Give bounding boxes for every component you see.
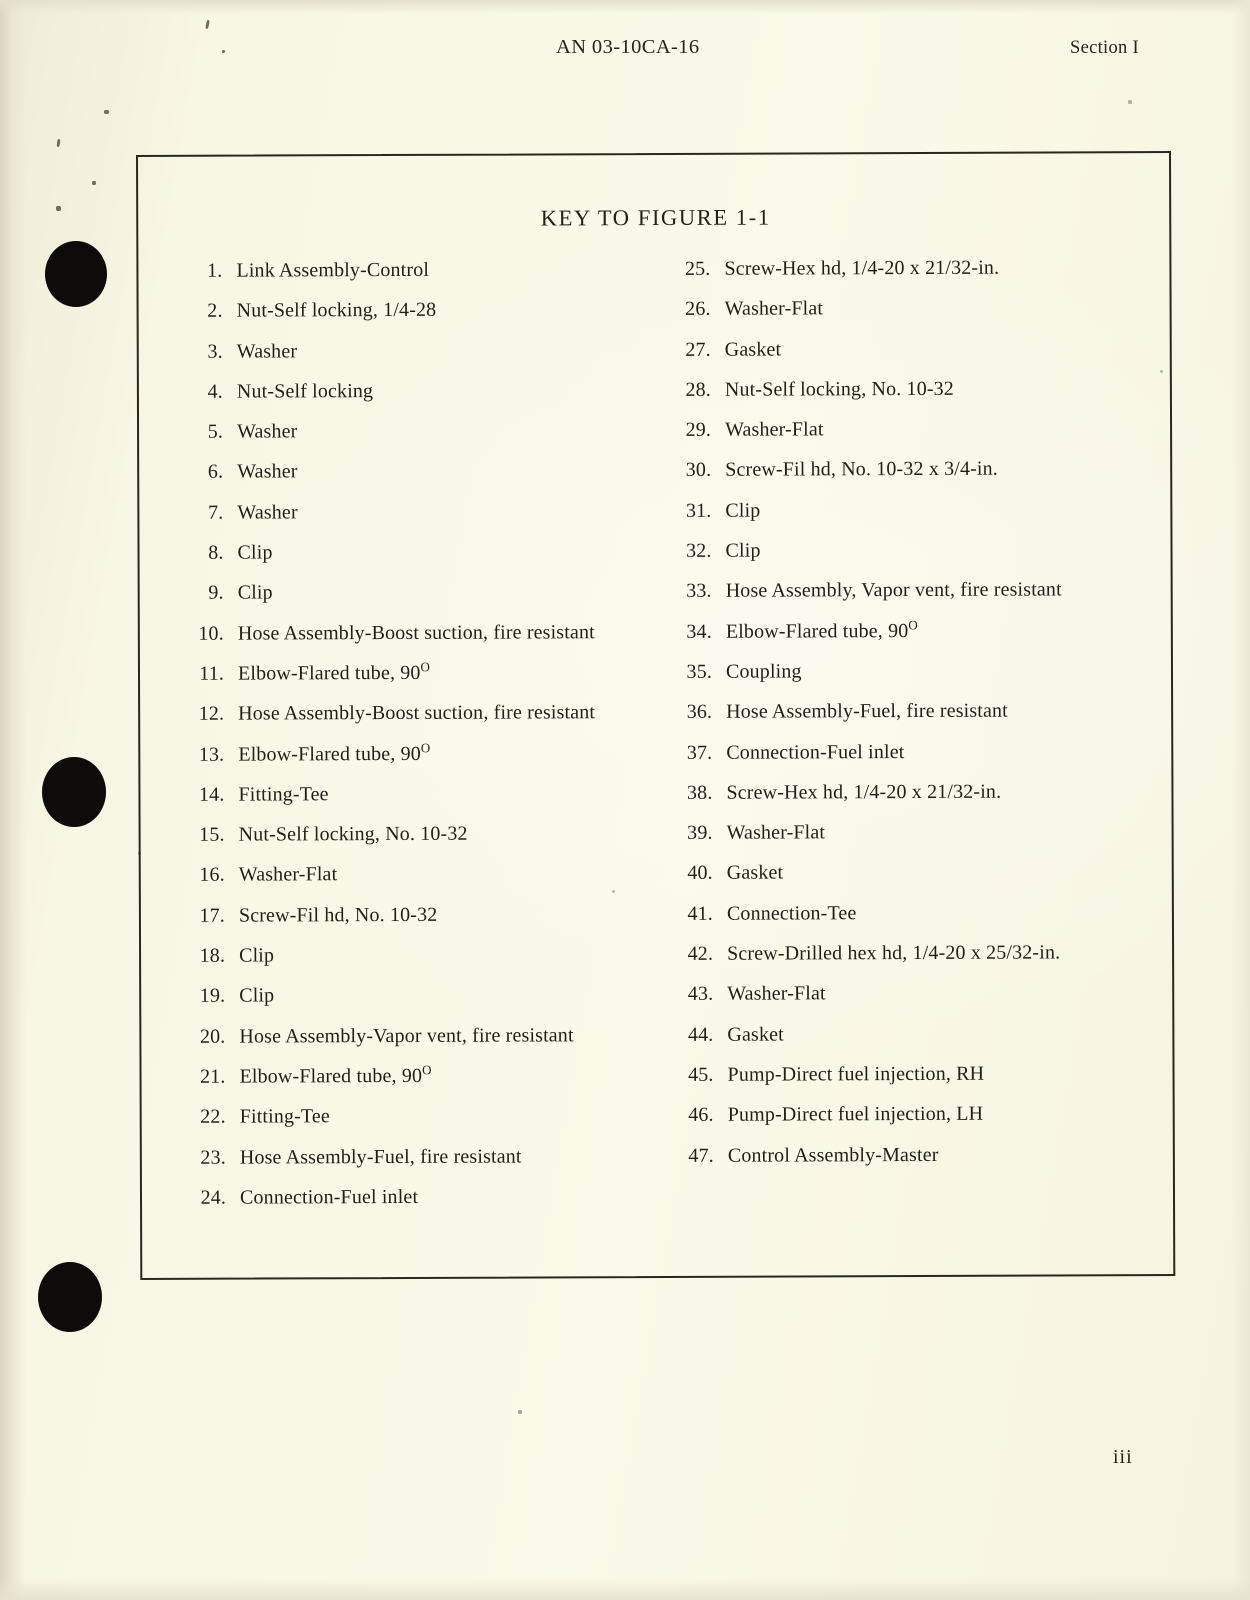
key-item-label: Elbow-Flared tube, $90^O$: [238, 739, 431, 766]
key-item-label: Nut-Self locking, No. 10-32: [238, 822, 468, 846]
key-item-number: 31.: [685, 499, 712, 522]
key-list-item: [177, 500, 687, 542]
key-item-label: Washer: [237, 460, 298, 484]
key-list-item: [178, 580, 688, 622]
key-item-label: Clip: [725, 499, 761, 522]
key-item-number: 8.: [208, 541, 224, 564]
key-list-item: [670, 1143, 1170, 1185]
key-item-label: Nut-Self locking: [236, 379, 374, 403]
key-list-item: [669, 1062, 1169, 1104]
key-item-label: Clip: [237, 581, 273, 604]
key-item-number: 12.: [198, 702, 225, 726]
scan-edge-top: [0, 0, 1250, 14]
key-item-number: 38.: [686, 781, 713, 804]
key-item-label: Pump-Direct fuel injection, LH: [727, 1102, 984, 1126]
key-item-label: Screw-Hex hd, 1/4-20 x 21/32-in.: [726, 780, 1002, 804]
key-item-label: Elbow-Flared tube, $90^O$: [239, 1062, 432, 1088]
key-list-item: [179, 983, 689, 1025]
key-list-item: [179, 1064, 689, 1106]
key-item-number: 5.: [207, 420, 224, 443]
key-item-number: 23.: [200, 1146, 226, 1169]
key-item-label: Hose Assembly-Fuel, fire resistant: [726, 699, 1008, 724]
key-list-item: [180, 1144, 690, 1186]
key-item-label: Nut-Self locking, No. 10-32: [724, 377, 954, 401]
key-list-item: [669, 1022, 1169, 1064]
key-list-item: [668, 578, 1168, 620]
key-item-label: Screw-Fil hd, No. 10-32 x 3/4-in.: [725, 458, 998, 482]
key-item-label: Fitting-Tee: [238, 783, 329, 806]
scan-speck: [205, 20, 210, 29]
key-list-item: [669, 981, 1169, 1023]
hole-punch-mark: [38, 1262, 102, 1332]
key-item-number: 9.: [208, 582, 224, 605]
scan-speck: [92, 181, 96, 185]
key-item-label: Washer-Flat: [725, 418, 824, 441]
scan-edge-left: [0, 0, 26, 1600]
page-number: iii: [1113, 1446, 1133, 1468]
key-list-item: [669, 860, 1169, 902]
key-item-number: 13.: [198, 743, 225, 766]
key-item-label: Hose Assembly, Vapor vent, fire resistant: [725, 578, 1062, 603]
key-item-label: Hose Assembly-Boost suction, fire resistant: [238, 701, 596, 725]
key-list-item: [177, 459, 687, 501]
key-item-label: Washer: [236, 339, 298, 363]
key-list-item: [667, 296, 1167, 338]
key-list-item: [179, 903, 689, 945]
key-item-label: Control Assembly-Master: [727, 1143, 939, 1167]
key-item-number: 30.: [685, 459, 712, 482]
key-item-number: 18.: [199, 944, 226, 967]
key-item-label: Connection-Fuel inlet: [239, 1185, 419, 1209]
key-item-number: 43.: [687, 983, 714, 1006]
document-number: AN 03-10CA-16: [556, 36, 700, 58]
key-list-item: [178, 741, 688, 783]
key-list-item: [668, 699, 1168, 741]
key-item-label: Clip: [725, 539, 761, 562]
scan-speck: [1128, 100, 1132, 104]
key-item-number: 28.: [685, 378, 711, 401]
key-list-item: [669, 820, 1169, 862]
key-item-label: Hose Assembly-Boost suction, fire resistant: [237, 620, 595, 645]
key-list-item: [179, 822, 689, 864]
scan-edge-bottom: [0, 1578, 1250, 1600]
key-item-label: Link Assembly-Control: [236, 258, 430, 282]
key-item-number: 3.: [207, 340, 223, 363]
key-list-item: [178, 701, 688, 743]
key-item-label: Clip: [239, 944, 275, 967]
key-list-item: [667, 458, 1167, 500]
key-list-item: [179, 862, 689, 904]
key-list-item: [667, 337, 1167, 379]
key-list-item: [667, 417, 1167, 459]
key-item-number: 44.: [687, 1023, 714, 1046]
key-list-item: [668, 740, 1168, 782]
hole-punch-mark: [45, 241, 107, 307]
key-item-number: 6.: [207, 461, 224, 484]
key-item-label: Washer: [237, 420, 298, 443]
key-item-number: 36.: [686, 701, 713, 724]
key-item-number: 22.: [200, 1105, 226, 1128]
key-list-item: [177, 540, 687, 582]
key-item-number: 40.: [687, 862, 713, 885]
key-item-label: Clip: [239, 984, 275, 1007]
key-item-number: 27.: [685, 338, 711, 361]
key-item-label: Washer-Flat: [726, 821, 826, 844]
key-item-number: 21.: [200, 1065, 226, 1088]
key-list-item: [667, 538, 1167, 580]
key-item-label: Gasket: [726, 861, 784, 885]
key-list-item: [667, 498, 1167, 540]
key-item-label: Gasket: [727, 1023, 784, 1046]
key-item-number: 24.: [200, 1186, 227, 1209]
key-list-item: [177, 298, 687, 340]
hole-punch-mark: [42, 757, 106, 827]
degree-symbol: O: [420, 659, 431, 675]
key-figure-box: [136, 151, 1175, 1280]
key-item-number: 15.: [199, 823, 225, 846]
key-item-label: Hose Assembly-Fuel, fire resistant: [239, 1145, 522, 1169]
key-item-number: 46.: [688, 1104, 714, 1127]
key-list-item: [178, 661, 688, 703]
key-item-number: 33.: [686, 580, 712, 603]
key-item-label: Gasket: [724, 338, 782, 361]
key-list-item: [178, 621, 688, 663]
key-list-item: [178, 782, 688, 824]
scan-speck: [104, 110, 109, 114]
key-item-number: 32.: [686, 539, 712, 562]
key-item-number: 47.: [688, 1144, 714, 1167]
key-item-number: 1.: [207, 259, 223, 282]
key-item-number: 2.: [207, 299, 223, 323]
key-item-label: Connection-Fuel inlet: [726, 740, 905, 764]
key-list-item: [177, 419, 687, 461]
key-item-number: 37.: [686, 741, 713, 764]
key-item-number: 41.: [687, 902, 713, 925]
key-column-right: [666, 256, 1170, 1185]
key-item-label: Washer-Flat: [727, 982, 826, 1006]
key-item-label: Pump-Direct fuel injection, RH: [727, 1062, 985, 1086]
key-item-label: Screw-Fil hd, No. 10-32: [238, 903, 438, 927]
key-item-label: Hose Assembly-Vapor vent, fire resistant: [239, 1023, 574, 1048]
degree-symbol: O: [908, 617, 918, 633]
key-title: KEY TO FIGURE 1-1: [540, 204, 771, 231]
key-item-label: Connection-Tee: [726, 901, 857, 925]
key-item-label: Screw-Hex hd, 1/4-20 x 21/32-in.: [724, 256, 1000, 280]
key-item-number: 20.: [199, 1025, 226, 1048]
key-item-number: 39.: [687, 821, 713, 845]
key-item-number: 17.: [199, 904, 225, 927]
key-column-left: [176, 258, 690, 1227]
key-item-number: 29.: [685, 418, 712, 442]
key-item-label: Washer-Flat: [724, 297, 824, 321]
key-list-item: [670, 1102, 1170, 1144]
key-list-item: [669, 941, 1169, 983]
key-item-number: 25.: [684, 257, 711, 280]
key-item-label: Nut-Self locking, 1/4-28: [236, 299, 437, 322]
key-item-number: 10.: [198, 622, 224, 645]
key-list-item: [667, 377, 1167, 419]
key-list-item: [180, 1185, 690, 1227]
key-item-number: 16.: [199, 864, 225, 887]
key-item-number: 11.: [199, 662, 225, 685]
scan-edge-right: [1232, 0, 1250, 1600]
key-list-item: [666, 256, 1166, 298]
key-item-number: 7.: [208, 501, 224, 524]
key-item-number: 4.: [207, 380, 223, 403]
key-columns: [138, 256, 1173, 1209]
key-item-label: Clip: [237, 541, 273, 564]
key-item-label: Fitting-Tee: [239, 1105, 330, 1128]
scan-speck: [56, 139, 60, 147]
key-item-number: 45.: [688, 1063, 714, 1086]
scan-speck: [56, 206, 61, 211]
key-item-number: 34.: [686, 620, 712, 643]
key-item-number: 14.: [198, 783, 225, 806]
key-list-item: [177, 338, 687, 380]
key-item-label: Washer-Flat: [238, 863, 338, 887]
key-list-item: [669, 901, 1169, 943]
key-list-item: [668, 659, 1168, 701]
key-item-number: 26.: [685, 298, 711, 321]
key-list-item: [179, 943, 689, 985]
section-label: Section I: [1070, 38, 1139, 58]
degree-symbol: O: [422, 1062, 432, 1078]
key-item-number: 19.: [199, 985, 226, 1008]
key-item-label: Coupling: [725, 660, 802, 683]
key-list-item: [177, 379, 687, 421]
scan-speck: [222, 50, 225, 53]
key-item-label: Washer: [237, 501, 298, 524]
key-item-label: Elbow-Flared tube, $90^O$: [725, 617, 918, 643]
key-list-item: [668, 780, 1168, 822]
key-item-label: Screw-Drilled hex hd, 1/4-20 x 25/32-in.: [727, 941, 1061, 965]
key-item-number: 42.: [687, 942, 714, 965]
key-item-number: 35.: [686, 660, 713, 683]
key-list-item: [668, 619, 1168, 661]
key-list-item: [179, 1024, 689, 1066]
key-list-item: [180, 1104, 690, 1146]
degree-symbol: O: [420, 739, 431, 755]
key-list-item: [176, 258, 686, 300]
key-item-label: Elbow-Flared tube, $90^O$: [237, 659, 431, 685]
scan-speck: [518, 1410, 522, 1414]
running-head: [0, 36, 1250, 66]
